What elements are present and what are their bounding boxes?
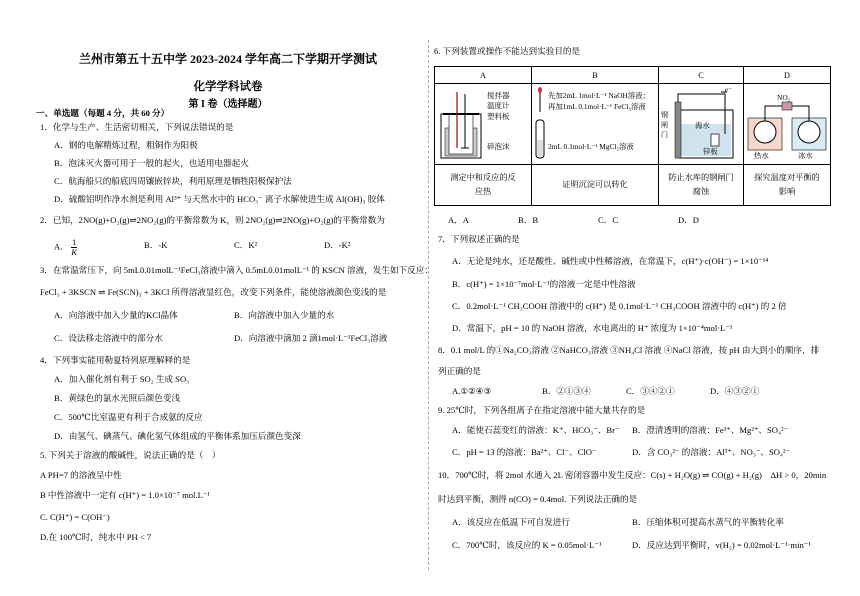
label-b-step1: 先加2mL 1mol·L⁻¹ NaOH溶液； — [548, 91, 650, 100]
q10-option-a: A．该反应在低温下可自发进行 — [452, 517, 570, 527]
q7-option-d: D．常温下，pH = 10 的 NaOH 溶液，水电离出的 H⁺ 浓度为 1×10⁻⁴mol·L⁻¹ — [452, 323, 733, 333]
q9-option-d: D．含 CO₃²⁻ 的溶液：Al³⁺、NO₃⁻、SO₄²⁻ — [632, 447, 791, 457]
q8-option-b: B．②①③④ — [542, 386, 591, 396]
part-heading: 第 I 卷（选择题） — [188, 99, 268, 110]
q2-option-b: B．-K — [144, 240, 168, 250]
q6-option-d: D．D — [678, 215, 700, 225]
q10-option-d: D．反应达到平衡时，v(H₂) = 0.02mol·L⁻¹·min⁻¹ — [632, 540, 811, 550]
caption-d: 探究温度对平衡的影响 — [744, 165, 831, 206]
q3-option-b: B．向溶液中加入少量的水 — [234, 310, 335, 320]
q2-option-d: D．-K² — [324, 240, 351, 250]
q4-option-a: A．加入催化剂有利于 SO₂ 生成 SO₃ — [54, 374, 190, 384]
q4-option-c: C．500℃比室温更有利于合成氨的反应 — [54, 412, 203, 422]
q10-option-c: C．700℃时，该反应的 K = 0.05mol·L⁻¹ — [452, 540, 602, 550]
q5-option-b: B 中性溶液中一定有 c(H⁺) = 1.0×10⁻⁷ mol.L⁻¹ — [40, 490, 210, 500]
label-zinc-plate: 锌板 — [703, 147, 718, 156]
q5-option-a: A PH=7 的溶液呈中性 — [40, 470, 122, 480]
label-ice-water: 冰水 — [798, 151, 813, 160]
apparatus-c-cell — [659, 84, 744, 165]
caption-b: 证明沉淀可以转化 — [532, 165, 659, 206]
q3-option-a: A．向溶液中加入少量的KCl晶体 — [54, 310, 178, 320]
q4-option-d: D．由氢气、碘蒸气、碘化氢气体组成的平衡体系加压后颜色变深 — [54, 431, 301, 441]
q1-option-c: C．航海船只的船底四周镶嵌锌块，利用原理是牺牲阳极保护法 — [54, 176, 292, 186]
label-thermometer: 温度计 — [487, 101, 510, 110]
fraction-denominator: K — [71, 247, 77, 257]
q2-stem: 2．已知，2NO(g)+O₂(g)⇌2NO₂(g)的平衡常数为 K，则 2NO₂(g)⇌2NO(g)+O₂(g)的平衡常数为 — [40, 215, 385, 225]
q1-stem: 1．化学与生产、生活密切相关，下列说法错误的是 — [40, 122, 234, 132]
q9-option-a: A．能使石蕊变红的溶液：K⁺、HCO₃⁻、Br⁻ — [452, 425, 620, 435]
q8-stem-cont: 列正确的是 — [438, 366, 481, 376]
label-stirrer: 搅拌器 — [487, 91, 510, 100]
q10-stem-cont: 时达到平衡，测得 n(CO) = 0.4mol. 下列说法正确的是 — [438, 494, 638, 504]
column-divider — [428, 40, 429, 570]
q5-option-c: C. C(H⁺) = C(OH⁻) — [40, 512, 110, 522]
q8-option-a: A.①②④③ — [452, 386, 492, 396]
label-b-mgcl2: 2mL 0.1mol·L⁻¹ MgCl₂溶液 — [548, 142, 634, 151]
label-steel: 钢 — [661, 111, 668, 119]
table-header-a: A — [435, 67, 532, 84]
q1-option-d: D．硫酸铝明作净水剂是利用 Al³⁺ 与天然水中的 HCO₃⁻ 离子水解使进生成 Al(OH)₃ 胶体 — [54, 194, 385, 204]
q10-stem: 10．700℃时，将 2mol 水通入 2L 密闭容器中发生反应：C(s) + H₂O(g) ⇌ CO(g) + H₂(g) ΔH > 0，20min — [438, 470, 827, 480]
q8-option-d: D．④③②① — [710, 386, 760, 396]
q5-stem: 5. 下列关于溶液的酸碱性，说法正确的是（ ） — [40, 450, 221, 460]
q3-equation: FeCl₃ + 3KSCN ⇌ Fe(SCN)₃ + 3KCl 所得溶液显红色，改变下列条件，能使溶液颜色变浅的是 — [40, 287, 387, 297]
label-gate: 闸 — [661, 121, 668, 129]
table-header-d: D — [744, 67, 831, 84]
q8-option-c: C．③④②① — [626, 386, 675, 396]
table-header-b: B — [532, 67, 659, 84]
q1-option-a: A．钢的电解精炼过程，粗铜作为阳极 — [54, 140, 198, 150]
apparatus-b-cell — [532, 84, 659, 165]
exam-subtitle: 化学学科试卷 — [193, 81, 263, 93]
q9-option-b: B．澄清透明的溶液：Fe³⁺、Mg²⁺、SO₄²⁻ — [632, 425, 789, 435]
q9-option-c: C．pH = 13 的溶液：Ba²⁺、Cl⁻、ClO⁻ — [452, 447, 597, 457]
q6-option-a: A．A — [448, 215, 470, 225]
label-electron: e⁻ — [725, 86, 732, 94]
label-hot-water: 热水 — [754, 151, 769, 160]
q4-stem: 4．下列事实能用勒夏特列原理解释的是 — [40, 355, 191, 365]
q6-stem: 6. 下列装置或操作不能达到实验目的是 — [434, 46, 581, 56]
q6-apparatus-table — [434, 66, 831, 206]
q3-stem: 3．在常温常压下，向 5mL0.01molL⁻¹FeCl₃溶液中滴入 0.5mL0.01molL⁻¹ 的 KSCN 溶液，发生如下反应： — [40, 265, 433, 275]
label-plastic-board: 塑料板 — [487, 112, 510, 121]
exam-title: 兰州市第五十五中学 2023-2024 学年高二下学期开学测试 — [79, 52, 377, 66]
q2-option-a — [54, 238, 77, 257]
q6-option-c: C．C — [598, 215, 619, 225]
caption-a: 测定中和反应的反应热 — [435, 165, 532, 206]
q3-option-c: C．设法移走溶液中的部分水 — [54, 333, 163, 343]
q7-option-c: C．0.2mol·L⁻¹ CH₃COOH 溶液中的 c(H⁺) 是 0.1mol·L⁻¹ CH₃COOH 溶液中的 c(H⁺) 的 2 倍 — [452, 301, 787, 311]
q10-option-b: B．压缩体积可提高水蒸气的平衡转化率 — [632, 517, 784, 527]
fraction-one-over-k — [71, 238, 77, 257]
q2-option-a-prefix: A． — [54, 241, 69, 252]
label-door: 门 — [661, 131, 668, 139]
q1-option-b: B．泡沫灭火器可用于一般的起火，也适用电器起火 — [54, 158, 249, 168]
label-no2: NO₂ — [777, 93, 791, 102]
label-foam: 碎泡沫 — [487, 142, 510, 151]
caption-c: 防止水库的钢闸门腐蚀 — [659, 165, 744, 206]
apparatus-a-cell — [435, 84, 532, 165]
apparatus-d-cell — [744, 84, 831, 165]
fraction-numerator: 1 — [71, 237, 77, 247]
q7-option-a: A．无论是纯水，还是酸性、碱性或中性稀溶液，在常温下，c(H⁺)·c(OH⁻) = 1×10⁻¹⁴ — [452, 256, 769, 266]
calorimeter-diagram — [435, 84, 531, 164]
section-heading: 一、单选题（每题 4 分，共 60 分） — [36, 108, 170, 118]
label-b-step2: 再加1mL 0.1mol·L⁻¹ FeCl₃溶液 — [548, 102, 646, 111]
q9-stem: 9. 25℃时，下列各组离子在指定溶液中能大量共存的是 — [438, 405, 646, 415]
q6-option-b: B．B — [518, 215, 539, 225]
q7-option-b: B．c(H⁺) = 1×10⁻⁷mol·L⁻¹的溶液一定是中性溶液 — [452, 279, 636, 289]
q8-stem: 8．0.1 mol/L 的①Na₂CO₃溶液 ②NaHCO₃溶液 ③NH₄Cl 溶液 ④NaCl 溶液，按 pH 由大到小的顺序，排 — [438, 345, 820, 355]
q4-option-b: B．黄绿色的氯水光照后颜色变浅 — [54, 393, 181, 403]
q5-option-d: D.在 100℃时，纯水中 PH < 7 — [40, 532, 152, 542]
table-header-c: C — [659, 67, 744, 84]
q3-option-d: D．向溶液中滴加 2 滴1mol·L⁻¹FeCl₃溶液 — [234, 333, 388, 343]
label-seawater: 海水 — [695, 121, 710, 130]
q7-stem: 7．下列叙述正确的是 — [438, 234, 520, 244]
q2-option-c: C．K² — [234, 240, 258, 250]
